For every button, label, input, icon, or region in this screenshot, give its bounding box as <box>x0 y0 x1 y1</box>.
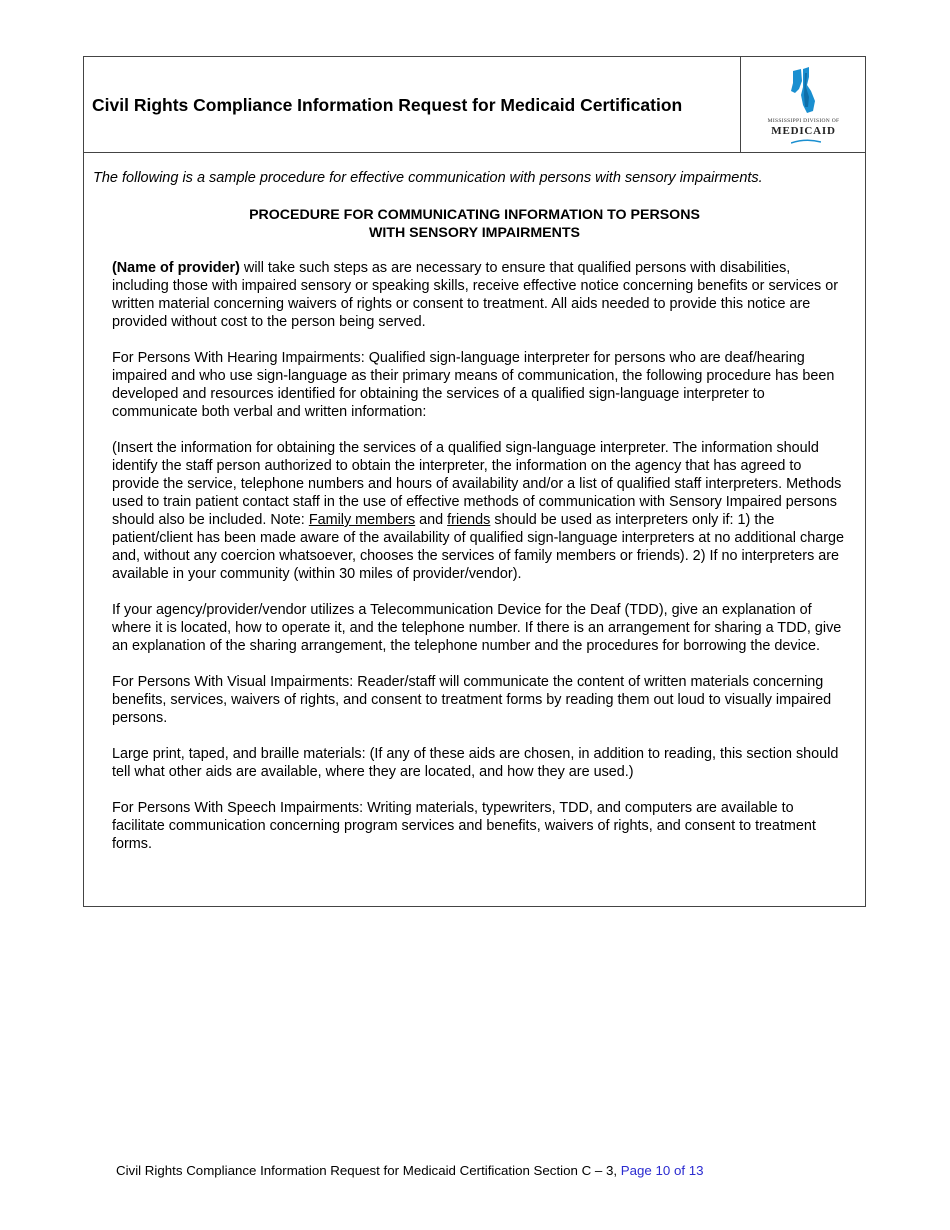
document-frame <box>83 56 866 907</box>
logo-small-text: MISSISSIPPI DIVISION OF <box>767 118 840 124</box>
logo-medicaid-text: MEDICAID <box>771 125 836 137</box>
page-footer <box>116 1163 704 1178</box>
logo-swoosh-icon <box>791 139 821 145</box>
paragraph-provider-text: will take such steps as are necessary to ensure that qualified persons with disabilities, including those with impaired sensory or speaking skills, receive effective notice concerning benefits or services or written material concerning waivers of rights or consent to treatment. All aids needed to provide this notice are provided without cost to the person being served. <box>112 260 839 330</box>
procedure-heading-line2: WITH SENSORY IMPAIRMENTS <box>369 225 580 241</box>
paragraph-visual: For Persons With Visual Impairments: Reader/staff will communicate the content of written materials concerning benefits, services, waivers of rights, and consent to treatment forms by reading them out loud to visually impaired persons. <box>112 674 832 726</box>
paragraph-interpreter-text-b: and <box>415 512 448 528</box>
logo-cell <box>740 57 866 152</box>
paragraph-speech: For Persons With Speech Impairments: Writing materials, typewriters, TDD, and computers are available to facilitate communication concerning program services and benefits, waivers of rights, and consent to treatment forms. <box>112 800 816 852</box>
intro-text: The following is a sample procedure for effective communication with persons with sensory impairments. <box>93 170 763 186</box>
footer-text: Civil Rights Compliance Information Request for Medicaid Certification Section C – 3, <box>116 1163 621 1178</box>
page-title: Civil Rights Compliance Information Request for Medicaid Certification <box>92 95 683 115</box>
paragraph-interpreter-text-c: should be used as interpreters only if: 1) the patient/client has been made aware of the availability of qualified sign-language interpreters at no additional charge and, without any coercion whatsoever, chooses the services of family members or friends). 2) If no interpreters are available in your community (within 30 miles of provider/vendor). <box>112 512 844 582</box>
procedure-heading-line1: PROCEDURE FOR COMMUNICATING INFORMATION TO PERSONS <box>249 207 700 223</box>
paragraph-interpreter <box>112 439 844 583</box>
family-members-underlined: Family members <box>308 512 416 528</box>
mississippi-state-logo-icon <box>785 67 821 117</box>
paragraph-tdd: If your agency/provider/vendor utilizes a Telecommunication Device for the Deaf (TDD), give an explanation of where it is located, how to operate it, and the telephone number. If there is an arrangement for sharing a TDD, give an explanation of the sharing arrangement, the telephone number and the procedures for borrowing the device. <box>112 602 842 654</box>
procedure-body <box>112 259 844 871</box>
paragraph-interpreter-text-a: (Insert the information for obtaining the services of a qualified sign-language interpreter. The information should identify the staff person authorized to obtain the interpreter, the information on the agency that has agreed to provide the service, telephone numbers and hours of availability and/or a list of qualified staff interpreters. Methods used to train patient contact staff in the use of effective methods of communication with Sensory Impaired persons should also be included. Note: <box>112 440 842 528</box>
paragraph-provider <box>112 259 844 331</box>
friends-underlined: friends <box>447 512 491 528</box>
paragraph-hearing: For Persons With Hearing Impairments: Qualified sign-language interpreter for persons who are deaf/hearing impaired and who use sign-language as their primary means of communication, the following procedure has been developed and resources identified for obtaining the services of a qualified sign-language interpreter to communicate both verbal and written information: <box>112 350 835 420</box>
page-number: Page 10 of 13 <box>620 1163 704 1178</box>
paragraph-large-print: Large print, taped, and braille materials: (If any of these aids are chosen, in addition to reading, this section should tell what other aids are available, where they are located, and how they are used.) <box>112 746 839 780</box>
header-row <box>84 57 865 153</box>
provider-name-label: (Name of provider) <box>112 260 240 276</box>
procedure-heading <box>84 206 865 242</box>
